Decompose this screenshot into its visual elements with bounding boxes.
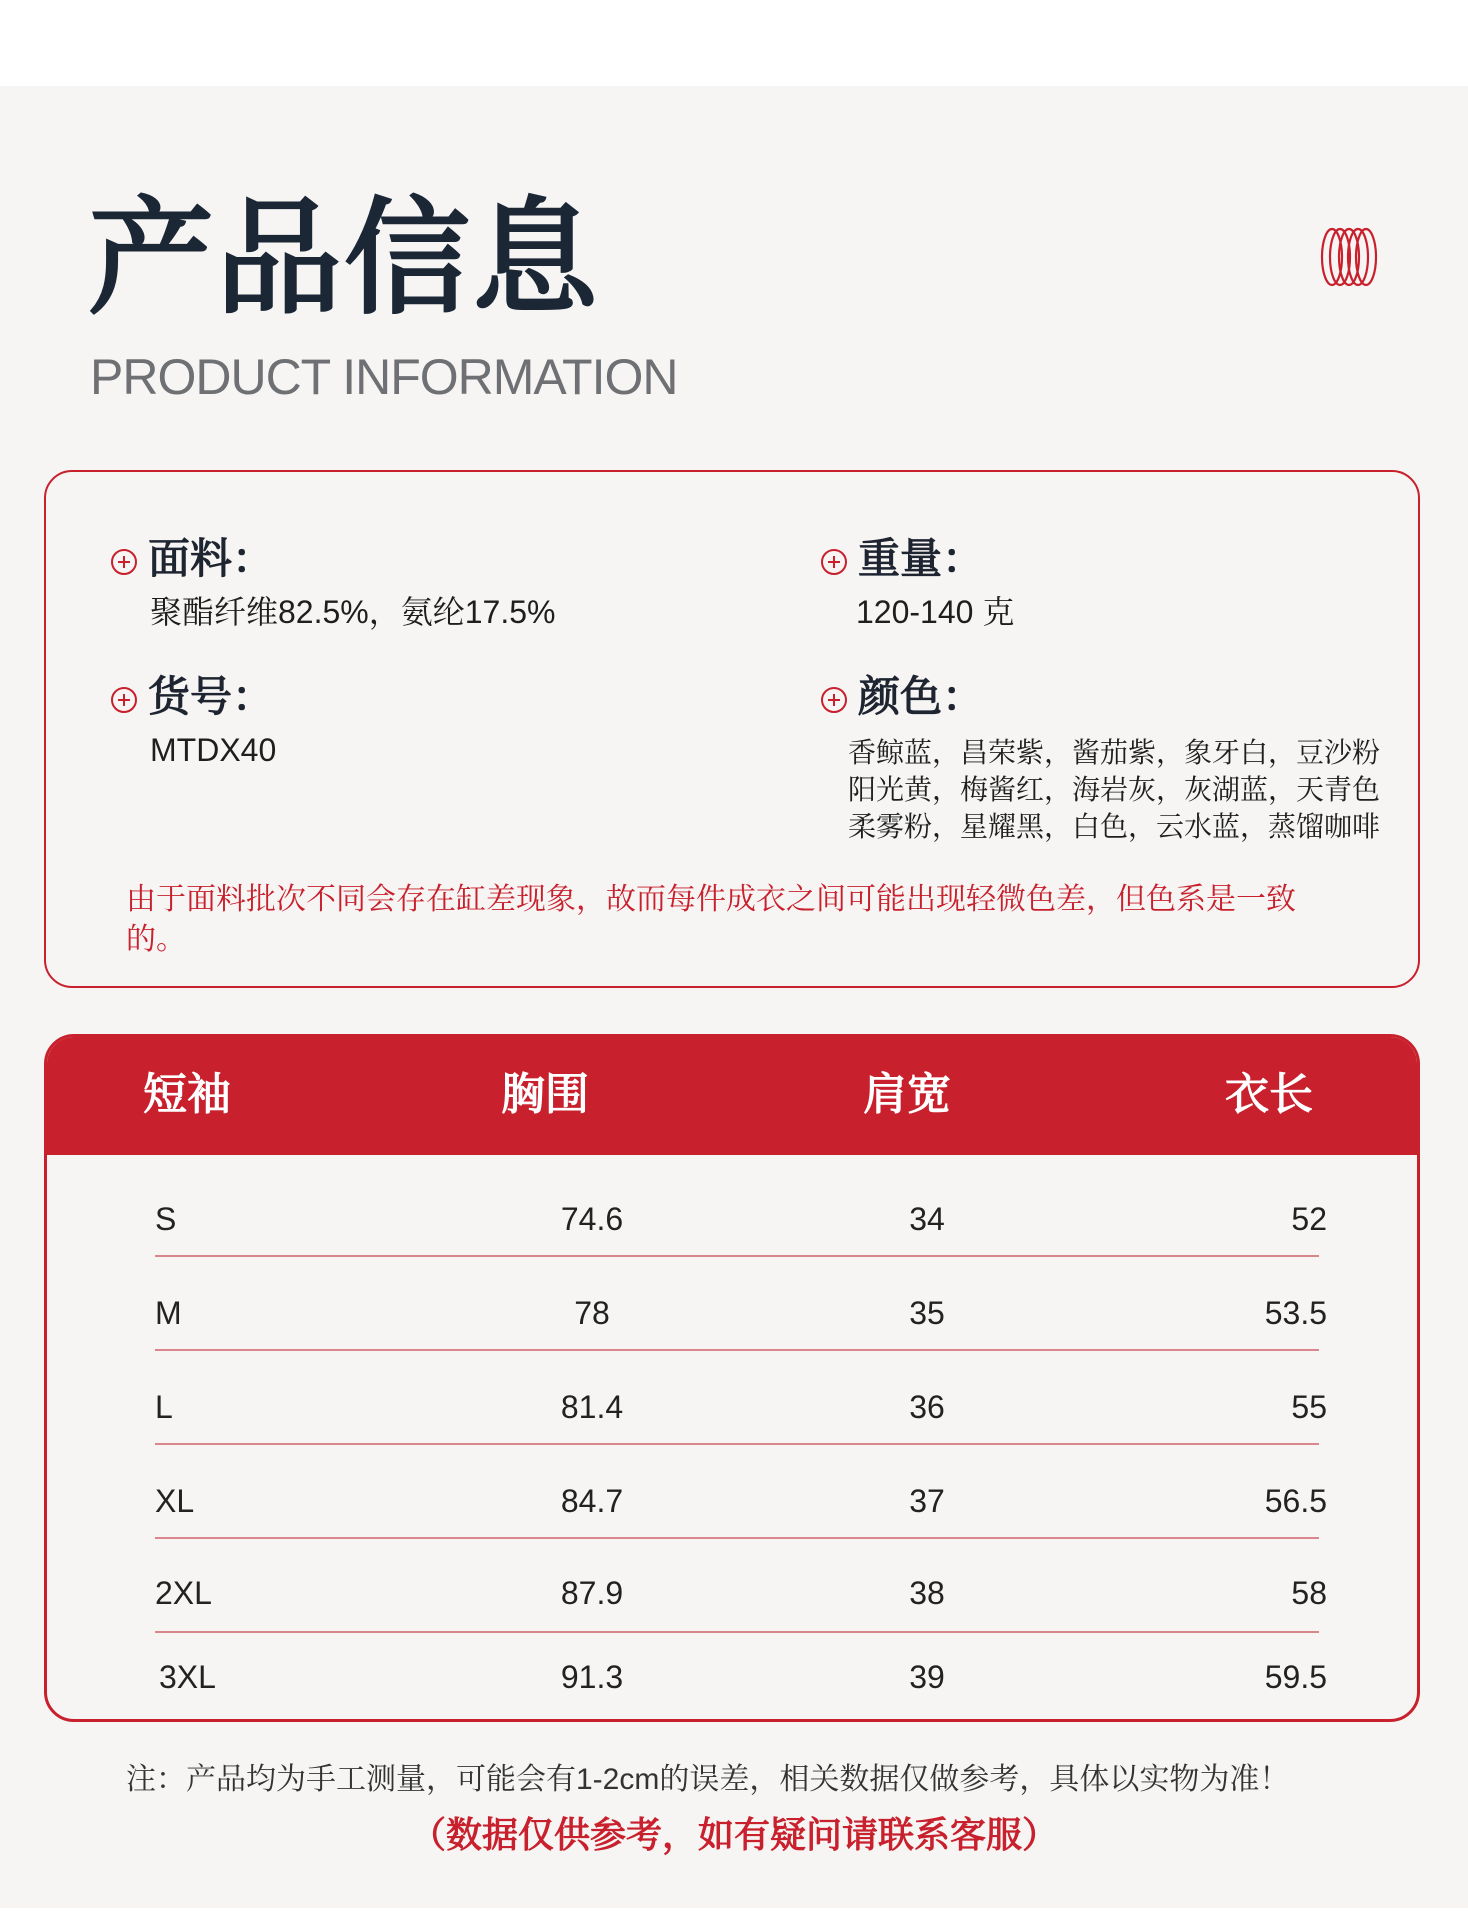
- length-cell: 59.5: [1264, 1659, 1327, 1695]
- measurement-note: [126, 1760, 1386, 1800]
- plus-circle-icon: [110, 686, 138, 714]
- table-row: [47, 1573, 1417, 1613]
- color-line: 阳光黄，梅酱红，海岩灰，灰湖蓝，天青色: [848, 773, 1381, 806]
- color-line: 香鲸蓝，昌荣紫，酱茄紫，象牙白，豆沙粉: [848, 736, 1381, 769]
- page-subtitle: PRODUCT INFORMATION: [90, 349, 678, 405]
- chest-cell: 91.3: [560, 1659, 624, 1695]
- size-cell: M: [155, 1295, 182, 1331]
- shoulder-cell: 38: [909, 1575, 945, 1611]
- shoulder-cell: 35: [909, 1295, 945, 1331]
- table-row: [47, 1657, 1417, 1697]
- sku-value: MTDX40: [150, 732, 277, 768]
- plus-circle-icon: [820, 548, 848, 576]
- weight-label: 重量：: [858, 534, 985, 583]
- shoulder-cell: 39: [909, 1659, 945, 1695]
- size-cell: XL: [155, 1483, 195, 1519]
- fabric-label: 面料：: [148, 534, 275, 583]
- measurement-note-suffix: 的误差，相关数据仅做参考，具体以实物为准！: [659, 1762, 1290, 1797]
- plus-circle-icon: [820, 686, 848, 714]
- shoulder-cell: 37: [909, 1483, 945, 1519]
- measurement-note-range: 1-2cm: [576, 1763, 660, 1796]
- header-sleeve: 短袖: [143, 1069, 231, 1120]
- size-table-header: [47, 1037, 1417, 1155]
- length-cell: 58: [1291, 1575, 1327, 1611]
- length-cell: 55: [1291, 1389, 1327, 1425]
- top-white-band: [0, 0, 1468, 86]
- chest-cell: 81.4: [560, 1389, 624, 1425]
- color-label: 颜色：: [858, 672, 985, 721]
- header-length: 衣长: [1225, 1069, 1313, 1120]
- table-row: [47, 1387, 1417, 1427]
- chest-cell: 84.7: [560, 1483, 624, 1519]
- fabric-value: 聚酯纤维82.5%，氨纶17.5%: [150, 594, 556, 630]
- size-cell: S: [155, 1201, 177, 1237]
- table-row: [47, 1481, 1417, 1521]
- chest-cell: 78: [574, 1295, 610, 1331]
- chest-cell: 74.6: [560, 1201, 624, 1237]
- header-chest: 胸围: [501, 1069, 589, 1120]
- color-list: [848, 734, 1408, 845]
- row-divider: [155, 1537, 1319, 1539]
- size-cell: L: [155, 1389, 173, 1425]
- table-row: [47, 1199, 1417, 1239]
- row-divider: [155, 1349, 1319, 1351]
- size-table: [44, 1034, 1420, 1722]
- ring-coil-icon: [1318, 226, 1380, 288]
- chest-cell: 87.9: [560, 1575, 624, 1611]
- page-title: 产品信息: [88, 185, 600, 332]
- shoulder-cell: 34: [909, 1201, 945, 1237]
- bottom-white-band: [0, 1908, 1468, 1920]
- measurement-note-prefix: 注：产品均为手工测量，可能会有: [126, 1762, 576, 1797]
- table-row: [47, 1293, 1417, 1333]
- length-cell: 52: [1291, 1201, 1327, 1237]
- weight-value: 120-140 克: [856, 594, 1015, 630]
- size-cell: 2XL: [155, 1575, 212, 1611]
- length-cell: 56.5: [1264, 1483, 1327, 1519]
- size-cell: 3XL: [159, 1659, 216, 1695]
- color-difference-note: 由于面料批次不同会存在缸差现象，故而每件成衣之间可能出现轻微色差，但色系是一致的。: [126, 882, 1296, 957]
- length-cell: 53.5: [1264, 1295, 1327, 1331]
- shoulder-cell: 36: [909, 1389, 945, 1425]
- plus-circle-icon: [110, 548, 138, 576]
- row-divider: [155, 1255, 1319, 1257]
- row-divider: [155, 1631, 1319, 1633]
- sku-label: 货号：: [148, 672, 275, 721]
- contact-service-note: （数据仅供参考，如有疑问请联系客服）: [409, 1815, 1058, 1856]
- row-divider: [155, 1443, 1319, 1445]
- header-shoulder: 肩宽: [863, 1069, 951, 1120]
- color-line: 柔雾粉，星耀黑，白色，云水蓝，蒸馏咖啡: [848, 810, 1381, 843]
